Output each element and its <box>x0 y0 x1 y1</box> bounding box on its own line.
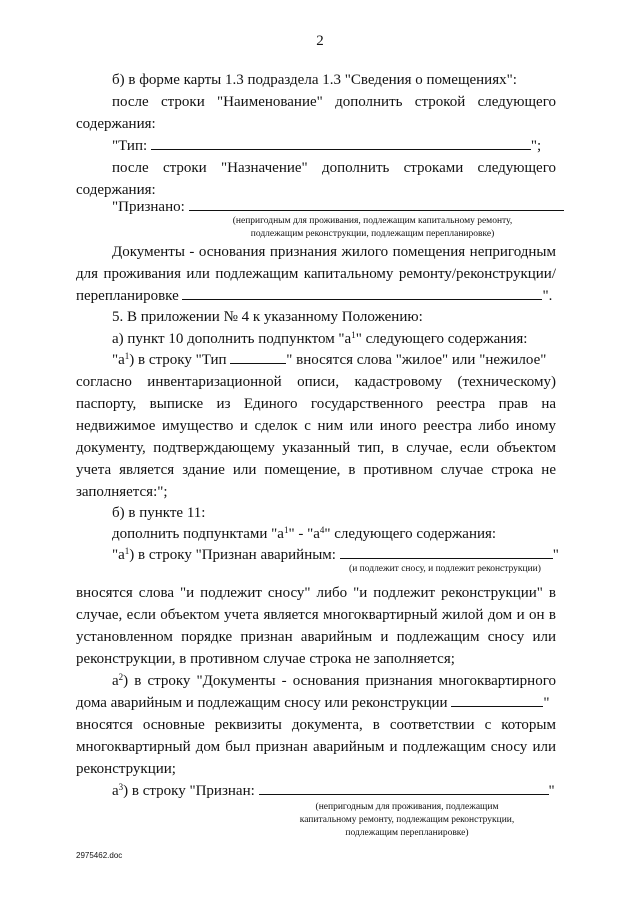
paragraph-line: $а^2$) в строку "Документы - основания признания многоквартирного <box>112 672 556 689</box>
paragraph-line: учета является здание или помещение, в противном случае строка не <box>76 462 556 478</box>
paragraph-line: установленном порядке признан аварийным и подлежащим сносу или <box>76 629 556 645</box>
form-field-tip <box>112 136 556 156</box>
paragraph-line: после строки "Назначение" дополнить строками следующего <box>112 160 556 176</box>
paragraph-line: б) в пункте 11: <box>112 505 206 521</box>
blank-line <box>451 694 543 707</box>
paragraph-line: "$а^1$) в строку "Тип " вносятся слова "жилое" или "нежилое" <box>112 351 547 368</box>
paragraph-line: согласно инвентаризационной описи, кадастровому (техническому) <box>76 374 556 390</box>
form-field-priznan: $а^3$) в строку "Признан: " <box>112 782 555 799</box>
form-field-avariynym: "$а^1$) в строку "Признан аварийным: " <box>112 546 559 563</box>
paragraph-line: б) в форме карты 1.3 подраздела 1.3 "Сведения о помещениях": <box>112 72 517 88</box>
paragraph-line: содержания: <box>76 116 156 132</box>
paragraph-line: паспорту, выписке из Единого государственного реестра прав на <box>76 396 556 412</box>
paragraph-line: реконструкции, в противном случае строка не заполняется; <box>76 651 455 667</box>
paragraph-line: 5. В приложении № 4 к указанному Положению: <box>112 309 423 325</box>
paragraph-line: документу, подтверждающему указанный тип, в случае, если объектом <box>76 440 556 456</box>
paragraph-line: содержания: <box>76 182 156 198</box>
field-label: "Признано: <box>112 199 185 215</box>
blank-line <box>340 546 553 559</box>
paragraph-line: вносятся основные реквизиты документа, в соответствии с которым <box>76 717 556 733</box>
field-caption: (непригодным для проживания, подлежащим капитальному ремонту, подлежащим реконструкции, подлежащим перепланировке) <box>232 216 513 239</box>
blank-line <box>182 287 542 300</box>
footer-filename: 2975462.doc <box>76 851 123 860</box>
paragraph-line: реконструкции; <box>76 761 176 777</box>
paragraph-line: после строки "Наименование" дополнить строкой следующего <box>112 94 556 110</box>
paragraph-line: дома аварийным и подлежащим сносу или реконструкции " <box>76 695 550 711</box>
form-field-priznano <box>112 197 556 217</box>
paragraph-line: дополнить подпунктами "$а^1$" - "$а^4$" следующего содержания: <box>112 525 497 542</box>
page-number: 2 <box>316 33 324 49</box>
paragraph-line: многоквартирный дом был признан аварийным и подлежащим сносу или <box>76 739 556 755</box>
blank-line <box>151 137 531 150</box>
field-label: "Тип: <box>112 138 148 154</box>
paragraph-line: для проживания или подлежащим капитальному ремонту/реконструкции/ <box>76 266 556 282</box>
blank-line <box>259 782 549 795</box>
paragraph-line: недвижимое имущество и сделок с ним или иного реестра либо иному <box>76 418 556 434</box>
paragraph-line: а) пункт 10 дополнить подпунктом "$а^1$" следующего содержания: <box>112 330 528 347</box>
blank-line <box>189 198 564 211</box>
paragraph-line: перепланировке ". <box>76 288 553 304</box>
field-caption: (непригодным для проживания, подлежащим капитальному ремонту, подлежащим реконструкции, подлежащим перепланировке) <box>299 802 515 838</box>
paragraph-line: заполняется:"; <box>76 484 168 500</box>
field-caption: (и подлежит сносу, и подлежит реконструкции) <box>349 564 541 574</box>
paragraph-line: случае, если объектом учета является многоквартирный жилой дом и он в <box>76 607 556 623</box>
paragraph-line: вносятся слова "и подлежит сносу" либо "и подлежит реконструкции" в <box>76 585 556 601</box>
field-end: "; <box>530 138 542 154</box>
paragraph-line: Документы - основания признания жилого помещения непригодным <box>112 244 556 260</box>
blank-line <box>230 351 286 364</box>
